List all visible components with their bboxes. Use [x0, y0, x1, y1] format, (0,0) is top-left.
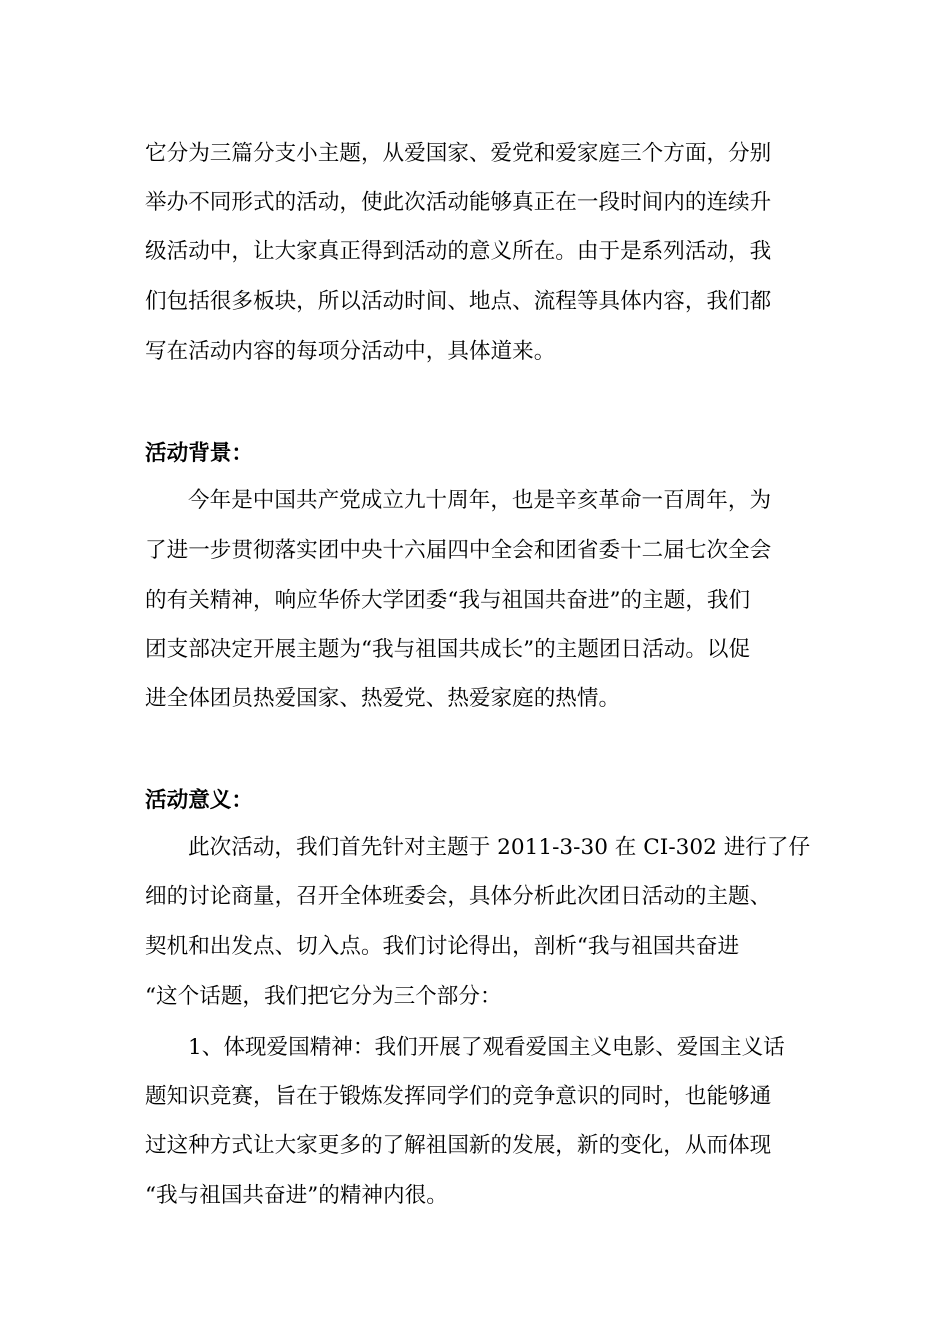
background-line: 今年是中国共产党成立九十周年，也是辛亥革命一百周年，为	[188, 488, 772, 513]
significance-line: 1、体现爱国精神：我们开展了观看爱国主义电影、爱国主义话	[188, 1035, 785, 1060]
background-line: 进全体团员热爱国家、热爱党、热爱家庭的热情。	[145, 686, 621, 711]
background-line: 的有关精神，响应华侨大学团委“我与祖国共奋进”的主题，我们	[145, 588, 751, 613]
background-line: 团支部决定开展主题为“我与祖国共成长”的主题团日活动。以促	[145, 637, 751, 662]
intro-line: 写在活动内容的每项分活动中，具体道来。	[145, 339, 556, 364]
background-heading: 活动背景：	[145, 441, 253, 466]
intro-line: 们包括很多板块，所以活动时间、地点、流程等具体内容，我们都	[145, 289, 772, 314]
intro-line: 它分为三篇分支小主题，从爱国家、爱党和爱家庭三个方面，分别	[145, 141, 772, 166]
significance-line: “我与祖国共奋进”的精神内很。	[145, 1183, 448, 1208]
background-line: 了进一步贯彻落实团中央十六届四中全会和团省委十二届七次全会	[145, 538, 772, 563]
significance-line: 契机和出发点、切入点。我们讨论得出，剖析“我与祖国共奋进	[145, 934, 740, 959]
intro-line: 举办不同形式的活动，使此次活动能够真正在一段时间内的连续升	[145, 190, 772, 215]
significance-line: 此次活动，我们首先针对主题于 2011-3-30 在 CI-302 进行了仔	[188, 835, 811, 860]
significance-heading: 活动意义：	[145, 788, 253, 813]
significance-line: 过这种方式让大家更多的了解祖国新的发展，新的变化，从而体现	[145, 1133, 772, 1158]
significance-line: “这个话题，我们把它分为三个部分：	[145, 984, 502, 1009]
intro-line: 级活动中，让大家真正得到活动的意义所在。由于是系列活动，我	[145, 239, 772, 264]
significance-line: 细的讨论商量，召开全体班委会，具体分析此次团日活动的主题、	[145, 884, 772, 909]
significance-line: 题知识竞赛，旨在于锻炼发挥同学们的竞争意识的同时，也能够通	[145, 1084, 772, 1109]
